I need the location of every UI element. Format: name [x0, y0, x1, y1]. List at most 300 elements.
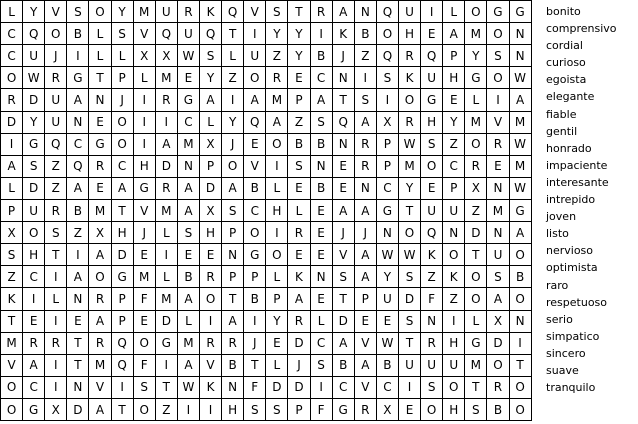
grid-cell[interactable]: S [421, 376, 443, 398]
grid-cell[interactable]: R [398, 111, 420, 133]
grid-cell[interactable]: C [67, 133, 89, 155]
grid-cell[interactable]: O [111, 133, 133, 155]
grid-cell[interactable]: D [199, 177, 221, 199]
grid-cell[interactable]: B [67, 23, 89, 45]
grid-cell[interactable]: S [244, 398, 266, 420]
grid-cell[interactable]: V [354, 332, 376, 354]
grid-cell[interactable]: L [288, 199, 310, 221]
grid-cell[interactable]: S [67, 1, 89, 23]
grid-cell[interactable]: W [398, 244, 420, 266]
grid-cell[interactable]: E [310, 288, 332, 310]
grid-cell[interactable]: U [45, 89, 67, 111]
grid-cell[interactable]: I [45, 376, 67, 398]
grid-cell[interactable]: I [509, 332, 531, 354]
grid-cell[interactable]: J [133, 222, 155, 244]
grid-cell[interactable]: A [288, 288, 310, 310]
grid-cell[interactable]: D [288, 332, 310, 354]
grid-cell[interactable]: T [111, 398, 133, 420]
grid-cell[interactable]: Y [23, 1, 45, 23]
grid-cell[interactable]: N [332, 133, 354, 155]
grid-cell[interactable]: N [332, 67, 354, 89]
grid-cell[interactable]: C [1, 45, 23, 67]
grid-cell[interactable]: I [266, 155, 288, 177]
grid-cell[interactable]: R [177, 1, 199, 23]
grid-cell[interactable]: P [199, 155, 221, 177]
grid-cell[interactable]: S [398, 310, 420, 332]
grid-cell[interactable]: W [177, 45, 199, 67]
grid-cell[interactable]: I [67, 244, 89, 266]
grid-cell[interactable]: P [1, 199, 23, 221]
grid-cell[interactable]: S [376, 67, 398, 89]
grid-cell[interactable]: O [509, 376, 531, 398]
grid-cell[interactable]: A [266, 111, 288, 133]
grid-cell[interactable]: H [133, 155, 155, 177]
grid-cell[interactable]: Q [67, 155, 89, 177]
grid-cell[interactable]: L [465, 89, 487, 111]
grid-cell[interactable]: M [89, 199, 111, 221]
grid-cell[interactable]: T [111, 199, 133, 221]
grid-cell[interactable]: A [67, 89, 89, 111]
grid-cell[interactable]: M [155, 199, 177, 221]
grid-cell[interactable]: E [177, 244, 199, 266]
grid-cell[interactable]: D [111, 244, 133, 266]
grid-cell[interactable]: O [509, 288, 531, 310]
grid-cell[interactable]: L [45, 288, 67, 310]
grid-cell[interactable]: C [111, 155, 133, 177]
grid-cell[interactable]: E [177, 67, 199, 89]
grid-cell[interactable]: I [1, 133, 23, 155]
grid-cell[interactable]: S [487, 45, 509, 67]
grid-cell[interactable]: U [45, 111, 67, 133]
grid-cell[interactable]: G [509, 199, 531, 221]
grid-cell[interactable]: S [266, 398, 288, 420]
grid-cell[interactable]: U [398, 354, 420, 376]
grid-cell[interactable]: I [266, 222, 288, 244]
grid-cell[interactable]: M [398, 155, 420, 177]
grid-cell[interactable]: M [177, 133, 199, 155]
grid-cell[interactable]: L [266, 266, 288, 288]
grid-cell[interactable]: L [133, 67, 155, 89]
grid-cell[interactable]: N [443, 222, 465, 244]
grid-cell[interactable]: D [487, 332, 509, 354]
grid-cell[interactable]: E [310, 222, 332, 244]
grid-cell[interactable]: D [67, 398, 89, 420]
grid-cell[interactable]: X [465, 177, 487, 199]
grid-cell[interactable]: N [67, 111, 89, 133]
grid-cell[interactable]: R [487, 133, 509, 155]
grid-cell[interactable]: I [310, 376, 332, 398]
grid-cell[interactable]: R [222, 332, 244, 354]
grid-cell[interactable]: A [1, 155, 23, 177]
grid-cell[interactable]: L [222, 45, 244, 67]
grid-cell[interactable]: M [465, 23, 487, 45]
grid-cell[interactable]: I [443, 310, 465, 332]
grid-cell[interactable]: T [222, 288, 244, 310]
grid-cell[interactable]: N [376, 222, 398, 244]
grid-cell[interactable]: I [133, 89, 155, 111]
grid-cell[interactable]: J [111, 89, 133, 111]
grid-cell[interactable]: P [244, 266, 266, 288]
grid-cell[interactable]: Y [266, 23, 288, 45]
grid-cell[interactable]: I [155, 111, 177, 133]
grid-cell[interactable]: R [155, 177, 177, 199]
grid-cell[interactable]: Q [421, 45, 443, 67]
grid-cell[interactable]: X [376, 111, 398, 133]
grid-cell[interactable]: R [89, 332, 111, 354]
grid-cell[interactable]: T [67, 332, 89, 354]
grid-cell[interactable]: A [509, 222, 531, 244]
grid-cell[interactable]: T [67, 354, 89, 376]
grid-cell[interactable]: S [398, 266, 420, 288]
grid-cell[interactable]: U [177, 23, 199, 45]
grid-cell[interactable]: M [155, 67, 177, 89]
grid-cell[interactable]: T [288, 1, 310, 23]
grid-cell[interactable]: I [398, 376, 420, 398]
grid-cell[interactable]: A [177, 199, 199, 221]
grid-cell[interactable]: Q [111, 354, 133, 376]
grid-cell[interactable]: Z [354, 45, 376, 67]
grid-cell[interactable]: T [465, 376, 487, 398]
grid-cell[interactable]: W [398, 133, 420, 155]
grid-cell[interactable]: E [133, 244, 155, 266]
grid-cell[interactable]: Q [222, 1, 244, 23]
grid-cell[interactable]: B [487, 398, 509, 420]
grid-cell[interactable]: R [310, 1, 332, 23]
grid-cell[interactable]: J [288, 354, 310, 376]
grid-cell[interactable]: B [244, 288, 266, 310]
grid-cell[interactable]: A [332, 1, 354, 23]
grid-cell[interactable]: O [133, 332, 155, 354]
grid-cell[interactable]: B [244, 177, 266, 199]
grid-cell[interactable]: E [288, 177, 310, 199]
grid-cell[interactable]: O [443, 244, 465, 266]
grid-cell[interactable]: W [509, 67, 531, 89]
grid-cell[interactable]: O [1, 67, 23, 89]
grid-cell[interactable]: N [354, 177, 376, 199]
grid-cell[interactable]: W [376, 244, 398, 266]
grid-cell[interactable]: F [244, 376, 266, 398]
grid-cell[interactable]: V [332, 244, 354, 266]
grid-cell[interactable]: E [199, 244, 221, 266]
grid-cell[interactable]: B [177, 266, 199, 288]
grid-cell[interactable]: O [133, 398, 155, 420]
grid-cell[interactable]: I [155, 354, 177, 376]
grid-cell[interactable]: I [155, 244, 177, 266]
grid-cell[interactable]: P [266, 288, 288, 310]
grid-cell[interactable]: U [23, 45, 45, 67]
grid-cell[interactable]: U [443, 199, 465, 221]
grid-cell[interactable]: L [89, 45, 111, 67]
grid-cell[interactable]: I [45, 354, 67, 376]
grid-cell[interactable]: N [509, 310, 531, 332]
grid-cell[interactable]: S [177, 222, 199, 244]
grid-cell[interactable]: A [354, 354, 376, 376]
grid-cell[interactable]: P [443, 177, 465, 199]
grid-cell[interactable]: N [354, 1, 376, 23]
grid-cell[interactable]: T [509, 354, 531, 376]
grid-cell[interactable]: W [23, 67, 45, 89]
grid-cell[interactable]: X [199, 133, 221, 155]
grid-cell[interactable]: R [465, 155, 487, 177]
grid-cell[interactable]: I [45, 310, 67, 332]
grid-cell[interactable]: O [487, 23, 509, 45]
grid-cell[interactable]: W [509, 133, 531, 155]
grid-cell[interactable]: Q [332, 111, 354, 133]
grid-cell[interactable]: Z [1, 266, 23, 288]
grid-cell[interactable]: O [266, 133, 288, 155]
grid-cell[interactable]: P [111, 310, 133, 332]
grid-cell[interactable]: V [45, 1, 67, 23]
grid-cell[interactable]: C [23, 376, 45, 398]
grid-cell[interactable]: R [1, 89, 23, 111]
grid-cell[interactable]: O [398, 222, 420, 244]
grid-cell[interactable]: B [310, 133, 332, 155]
grid-cell[interactable]: A [23, 354, 45, 376]
grid-cell[interactable]: C [332, 376, 354, 398]
grid-cell[interactable]: V [89, 376, 111, 398]
grid-cell[interactable]: C [310, 67, 332, 89]
grid-cell[interactable]: H [398, 23, 420, 45]
grid-cell[interactable]: D [266, 376, 288, 398]
grid-cell[interactable]: A [487, 288, 509, 310]
grid-cell[interactable]: T [222, 23, 244, 45]
grid-cell[interactable]: M [487, 199, 509, 221]
grid-cell[interactable]: Y [398, 177, 420, 199]
grid-cell[interactable]: F [310, 398, 332, 420]
grid-cell[interactable]: O [398, 89, 420, 111]
grid-cell[interactable]: Z [443, 288, 465, 310]
grid-cell[interactable]: S [199, 45, 221, 67]
grid-cell[interactable]: J [244, 332, 266, 354]
grid-cell[interactable]: L [89, 23, 111, 45]
grid-cell[interactable]: E [310, 244, 332, 266]
grid-cell[interactable]: O [465, 1, 487, 23]
grid-cell[interactable]: A [67, 177, 89, 199]
grid-cell[interactable]: B [376, 354, 398, 376]
grid-cell[interactable]: N [222, 376, 244, 398]
grid-cell[interactable]: E [310, 199, 332, 221]
grid-cell[interactable]: R [45, 67, 67, 89]
grid-cell[interactable]: N [67, 376, 89, 398]
grid-cell[interactable]: A [354, 199, 376, 221]
grid-cell[interactable]: I [310, 23, 332, 45]
grid-cell[interactable]: O [421, 155, 443, 177]
grid-cell[interactable]: C [443, 155, 465, 177]
grid-cell[interactable]: G [155, 332, 177, 354]
grid-cell[interactable]: B [67, 199, 89, 221]
grid-cell[interactable]: K [332, 23, 354, 45]
grid-cell[interactable]: A [155, 133, 177, 155]
grid-cell[interactable]: G [244, 244, 266, 266]
grid-cell[interactable]: B [222, 354, 244, 376]
grid-cell[interactable]: B [310, 177, 332, 199]
grid-cell[interactable]: R [199, 332, 221, 354]
grid-cell[interactable]: I [244, 23, 266, 45]
grid-cell[interactable]: G [487, 1, 509, 23]
grid-cell[interactable]: O [222, 155, 244, 177]
grid-cell[interactable]: O [244, 222, 266, 244]
grid-cell[interactable]: A [199, 89, 221, 111]
grid-cell[interactable]: U [23, 199, 45, 221]
grid-cell[interactable]: Y [465, 45, 487, 67]
grid-cell[interactable]: X [89, 222, 111, 244]
grid-cell[interactable]: B [332, 354, 354, 376]
grid-cell[interactable]: P [111, 288, 133, 310]
grid-cell[interactable]: D [155, 310, 177, 332]
grid-cell[interactable]: T [155, 376, 177, 398]
grid-cell[interactable]: A [177, 354, 199, 376]
grid-cell[interactable]: S [133, 376, 155, 398]
grid-cell[interactable]: P [376, 133, 398, 155]
grid-cell[interactable]: I [354, 67, 376, 89]
grid-cell[interactable]: F [133, 354, 155, 376]
grid-cell[interactable]: Q [23, 23, 45, 45]
grid-cell[interactable]: M [1, 332, 23, 354]
grid-cell[interactable]: C [376, 177, 398, 199]
grid-cell[interactable]: N [310, 266, 332, 288]
grid-cell[interactable]: G [111, 266, 133, 288]
grid-cell[interactable]: R [487, 376, 509, 398]
grid-cell[interactable]: E [354, 310, 376, 332]
grid-cell[interactable]: L [155, 222, 177, 244]
grid-cell[interactable]: O [487, 354, 509, 376]
grid-cell[interactable]: U [398, 1, 420, 23]
grid-cell[interactable]: Z [266, 45, 288, 67]
grid-cell[interactable]: U [443, 354, 465, 376]
grid-cell[interactable]: S [222, 199, 244, 221]
grid-cell[interactable]: S [288, 155, 310, 177]
grid-cell[interactable]: C [376, 376, 398, 398]
grid-cell[interactable]: D [23, 177, 45, 199]
grid-cell[interactable]: L [1, 177, 23, 199]
grid-cell[interactable]: S [487, 266, 509, 288]
grid-cell[interactable]: M [465, 354, 487, 376]
grid-cell[interactable]: J [222, 133, 244, 155]
grid-cell[interactable]: D [23, 89, 45, 111]
grid-cell[interactable]: R [89, 288, 111, 310]
grid-cell[interactable]: L [266, 354, 288, 376]
grid-cell[interactable]: A [354, 244, 376, 266]
grid-cell[interactable]: A [509, 89, 531, 111]
grid-cell[interactable]: Q [376, 45, 398, 67]
grid-cell[interactable]: I [67, 45, 89, 67]
grid-cell[interactable]: P [222, 222, 244, 244]
grid-cell[interactable]: O [465, 133, 487, 155]
grid-cell[interactable]: U [421, 199, 443, 221]
grid-cell[interactable]: M [133, 1, 155, 23]
grid-cell[interactable]: N [177, 155, 199, 177]
grid-cell[interactable]: L [155, 266, 177, 288]
grid-cell[interactable]: I [376, 89, 398, 111]
grid-cell[interactable]: K [443, 266, 465, 288]
grid-cell[interactable]: P [288, 398, 310, 420]
grid-cell[interactable]: C [177, 111, 199, 133]
grid-cell[interactable]: R [155, 89, 177, 111]
grid-cell[interactable]: T [398, 199, 420, 221]
grid-cell[interactable]: E [398, 398, 420, 420]
grid-cell[interactable]: N [487, 222, 509, 244]
grid-cell[interactable]: S [1, 244, 23, 266]
grid-cell[interactable]: G [23, 398, 45, 420]
grid-cell[interactable]: A [222, 177, 244, 199]
grid-cell[interactable]: I [244, 310, 266, 332]
grid-cell[interactable]: R [45, 332, 67, 354]
grid-cell[interactable]: Q [155, 23, 177, 45]
grid-cell[interactable]: I [133, 111, 155, 133]
grid-cell[interactable]: O [421, 398, 443, 420]
grid-cell[interactable]: R [421, 332, 443, 354]
grid-cell[interactable]: R [288, 222, 310, 244]
grid-cell[interactable]: G [177, 89, 199, 111]
grid-cell[interactable]: S [354, 89, 376, 111]
grid-cell[interactable]: H [443, 332, 465, 354]
grid-cell[interactable]: A [177, 288, 199, 310]
grid-cell[interactable]: A [310, 89, 332, 111]
grid-cell[interactable]: Q [199, 23, 221, 45]
grid-cell[interactable]: Y [376, 266, 398, 288]
grid-cell[interactable]: C [23, 266, 45, 288]
grid-cell[interactable]: O [1, 398, 23, 420]
grid-cell[interactable]: D [332, 310, 354, 332]
grid-cell[interactable]: N [509, 23, 531, 45]
grid-cell[interactable]: Z [155, 398, 177, 420]
grid-cell[interactable]: T [244, 354, 266, 376]
grid-cell[interactable]: L [266, 177, 288, 199]
grid-cell[interactable]: N [487, 177, 509, 199]
grid-cell[interactable]: T [45, 244, 67, 266]
grid-cell[interactable]: E [288, 244, 310, 266]
grid-cell[interactable]: V [244, 1, 266, 23]
grid-cell[interactable]: J [354, 222, 376, 244]
grid-cell[interactable]: W [177, 376, 199, 398]
grid-cell[interactable]: T [332, 89, 354, 111]
grid-cell[interactable]: X [376, 398, 398, 420]
grid-cell[interactable]: T [398, 332, 420, 354]
grid-cell[interactable]: R [354, 133, 376, 155]
grid-cell[interactable]: T [465, 244, 487, 266]
grid-cell[interactable]: O [45, 23, 67, 45]
grid-cell[interactable]: N [67, 288, 89, 310]
grid-cell[interactable]: Z [222, 67, 244, 89]
grid-cell[interactable]: Z [465, 199, 487, 221]
grid-cell[interactable]: S [465, 398, 487, 420]
grid-cell[interactable]: Y [23, 111, 45, 133]
grid-cell[interactable]: R [45, 199, 67, 221]
grid-cell[interactable]: X [45, 398, 67, 420]
grid-cell[interactable]: G [133, 177, 155, 199]
grid-cell[interactable]: H [443, 67, 465, 89]
grid-cell[interactable]: D [465, 222, 487, 244]
grid-cell[interactable]: Y [266, 310, 288, 332]
grid-cell[interactable]: S [310, 354, 332, 376]
grid-cell[interactable]: N [89, 89, 111, 111]
grid-cell[interactable]: Y [288, 45, 310, 67]
grid-cell[interactable]: E [67, 310, 89, 332]
grid-cell[interactable]: V [133, 23, 155, 45]
grid-cell[interactable]: H [443, 398, 465, 420]
grid-cell[interactable]: N [222, 244, 244, 266]
grid-cell[interactable]: F [133, 288, 155, 310]
grid-cell[interactable]: H [222, 398, 244, 420]
grid-cell[interactable]: Y [111, 1, 133, 23]
grid-cell[interactable]: D [288, 376, 310, 398]
grid-cell[interactable]: E [89, 111, 111, 133]
grid-cell[interactable]: E [89, 177, 111, 199]
grid-cell[interactable]: A [89, 244, 111, 266]
grid-cell[interactable]: U [421, 67, 443, 89]
grid-cell[interactable]: P [288, 89, 310, 111]
grid-cell[interactable]: J [332, 222, 354, 244]
